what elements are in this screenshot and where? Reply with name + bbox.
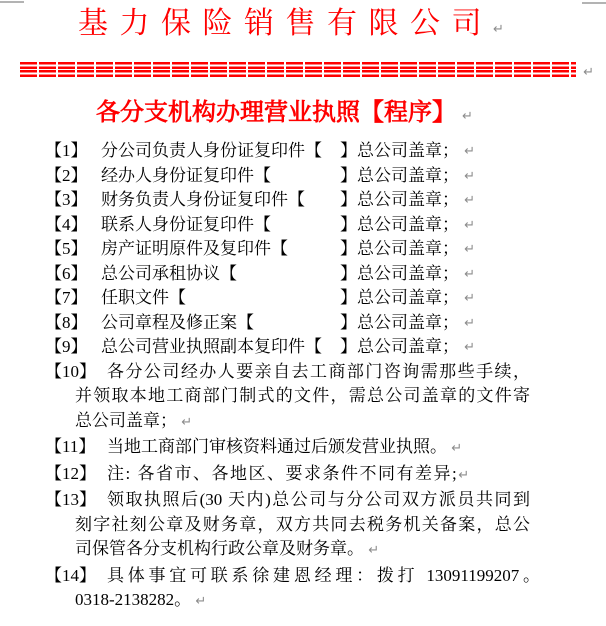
procedure-paragraph-14: [0, 564, 606, 615]
item-number: 【11】: [45, 437, 96, 456]
item-number: 【12】: [45, 463, 96, 483]
checklist: [0, 139, 606, 360]
paragraph-mark: ↵: [464, 291, 475, 306]
para-text: 各分公司经办人要亲自去工商部门咨询需那些手续，: [107, 361, 530, 381]
checklist-item-2: [45, 164, 475, 189]
para-text: 具体事宜可联系徐建恩经理：拨打 13091199207。: [107, 565, 540, 585]
para-line: [75, 384, 530, 409]
procedure-paragraph-10: [0, 360, 606, 436]
item-number: 【4】: [45, 214, 88, 234]
divider-row: [20, 70, 576, 77]
document-title: [0, 98, 606, 132]
para-line: [75, 537, 530, 564]
paragraph-mark: ↵: [464, 340, 475, 355]
paragraph-mark: ↵: [464, 242, 475, 257]
para-text: 司保管各分支机构行政公章及财务章。: [75, 539, 364, 558]
checklist-item-6: [45, 262, 475, 287]
item-number: 【3】: [45, 190, 88, 209]
para-line: [45, 435, 530, 462]
paragraph-mark: ↵: [368, 543, 380, 558]
item-tail: 】总公司盖章；: [340, 165, 459, 185]
paragraph-mark: ↵: [181, 414, 193, 430]
para-text: 当地工商部门审核资料通过后颁发营业执照。: [107, 437, 447, 456]
item-tail: 】总公司盖章；: [340, 288, 459, 307]
bracket-open: 【: [271, 239, 288, 258]
item-tail: 】总公司盖章；: [340, 214, 459, 234]
item-tail: 】总公司盖章；: [340, 337, 459, 356]
item-tail: 】总公司盖章；: [340, 263, 459, 283]
checklist-item-1: [45, 139, 475, 164]
checklist-item-4: [45, 213, 475, 238]
item-tail: 】总公司盖章；: [340, 141, 459, 160]
para-text: 领取执照后(30 天内)总公司与分公司双方派员共同到: [107, 490, 530, 509]
company-title-text: 基 力 保 险 销 售 有 限 公 司: [78, 7, 484, 40]
item-tail: 】总公司盖章；: [340, 312, 459, 332]
para-text: 注: 各省市、各地区、要求条件不同有差异;: [107, 463, 459, 483]
item-label: 房产证明原件及复印件: [101, 239, 271, 258]
para-line: [45, 462, 530, 489]
document-title-text: 各分支机构办理营业执照【程序】: [96, 100, 456, 126]
para-text: 总公司盖章；: [75, 410, 177, 430]
bracket-open: 【: [237, 312, 254, 332]
paragraph-mark: ↵: [464, 144, 475, 159]
item-number: 【2】: [45, 165, 88, 185]
paragraph-mark: ↵: [464, 315, 475, 331]
company-title: [0, 6, 606, 48]
paragraph-mark: ↵: [464, 168, 475, 184]
item-number: 【6】: [45, 263, 88, 283]
procedure-paragraph-11: [0, 435, 606, 462]
checklist-item-8: [45, 311, 475, 336]
text-boundary-mark-right: [582, 2, 606, 4]
procedure-paragraph-13: [0, 488, 606, 564]
paragraph-mark: ↵: [458, 467, 470, 483]
procedure-paragraph-12: [0, 462, 606, 489]
item-number: 【13】: [45, 490, 96, 509]
paragraph-mark: ↵: [464, 266, 475, 282]
paragraph-mark: ↵: [493, 22, 504, 37]
para-text: 刻字社刻公章及财务章，双方共同去税务机关备案，总公: [75, 514, 530, 534]
text-boundary-mark-left: [0, 1, 24, 3]
item-label: 公司章程及修正案: [101, 312, 237, 332]
item-label: 总公司承租协议: [101, 263, 220, 283]
item-label: 财务负责人身份证复印件: [101, 190, 288, 209]
paragraph-mark: ↵: [464, 193, 475, 208]
checklist-item-9: [45, 335, 475, 360]
para-line: [45, 488, 530, 513]
bracket-open: 【: [169, 288, 186, 307]
item-tail: 】总公司盖章；: [340, 190, 459, 209]
item-number: 【7】: [45, 288, 88, 307]
paragraph-mark: ↵: [462, 109, 473, 124]
checklist-item-3: [45, 188, 475, 213]
item-label: 联系人身份证复印件: [101, 214, 254, 234]
item-number: 【1】: [45, 141, 88, 160]
item-label: 任职文件: [101, 288, 169, 307]
checklist-item-7: [45, 286, 475, 311]
item-tail: 】总公司盖章；: [340, 239, 459, 258]
item-number: 【5】: [45, 239, 88, 258]
item-number: 【10】: [45, 361, 96, 381]
para-line: [45, 564, 540, 589]
para-text: 0318-2138282。: [75, 590, 192, 609]
bracket-open: 【: [288, 190, 305, 209]
bracket-open: 【: [254, 214, 271, 234]
para-line: [75, 588, 530, 615]
item-number: 【14】: [45, 565, 96, 585]
para-text: 并领取本地工商部门制式的文件，需总公司盖章的文件寄: [75, 386, 530, 405]
item-label: 经办人身份证复印件: [101, 165, 254, 185]
item-label: 分公司负责人身份证复印件: [101, 141, 305, 160]
checklist-item-5: [45, 237, 475, 262]
item-label: 总公司营业执照副本复印件: [101, 337, 305, 356]
bracket-open: 【: [305, 337, 322, 356]
para-line: [75, 513, 530, 538]
paragraph-mark: ↵: [195, 594, 207, 609]
bracket-open: 【: [305, 141, 322, 160]
para-line: [75, 409, 530, 436]
para-line: [45, 360, 530, 385]
divider-row: [20, 62, 576, 69]
paragraph-mark: ↵: [583, 65, 594, 80]
bracket-open: 【: [254, 165, 271, 185]
item-number: 【8】: [45, 312, 88, 332]
double-line-divider: [20, 62, 594, 80]
item-number: 【9】: [45, 337, 88, 356]
paragraph-mark: ↵: [464, 217, 475, 233]
paragraph-mark: ↵: [451, 441, 463, 456]
bracket-open: 【: [220, 263, 237, 283]
